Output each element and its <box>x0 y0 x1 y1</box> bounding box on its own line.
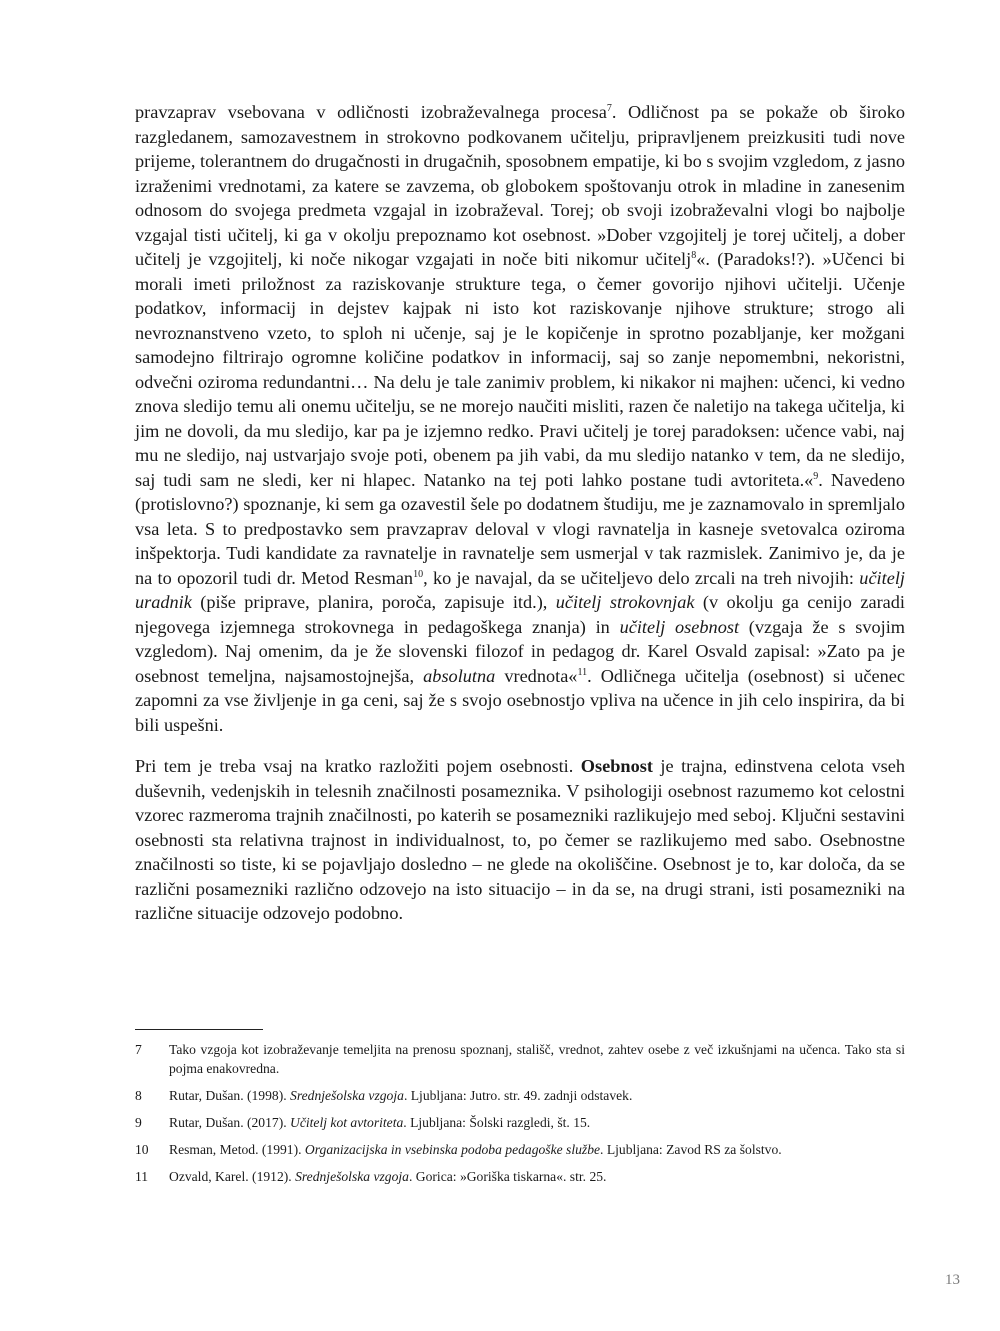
footnote-ref-11[interactable]: 11 <box>577 666 588 678</box>
text-run: Pri tem je treba vsaj na kratko razložiti pojem osebnosti. <box>135 756 581 776</box>
paragraph-2 <box>135 754 905 926</box>
italic-term: učitelj osebnost <box>619 616 740 637</box>
footnote-number: 11 <box>135 1169 149 1184</box>
text-run: (v okolju ga cenijo zaradi njegovega izjemnega strokovnega in pedagoškega znanja) in <box>135 592 906 637</box>
text-run: je trajna, edinstvena celota vseh duševnih, vedenjskih in telesnih značilnosti posameznika. V psihologiji osebnost razumemo kot celostni vzorec razmeroma trajnih značilnosti, po katerih se posamezniki razlikujejo med seboj. Ključni sestavini osebnosti sta relativna trajnost in individualnost, to, po čemer se razlikujemo med sabo. Osebnostne značilnosti so tiste, ki se pojavljajo dosledno – ne glede na okoliščine. Osebnost je to, kar določa, da se različni posamezniki različno odzovejo na isto situacijo – in da se, na drugi strani, isti posamezniki na različne situacije odzovejo podobno. <box>135 756 905 923</box>
footnote-number: 8 <box>135 1088 142 1103</box>
footnote <box>135 1040 905 1078</box>
footnote-text: Rutar, Dušan. (1998). <box>169 1088 291 1103</box>
footnote-title: Srednješolska vzgoja <box>295 1169 409 1184</box>
footnote-text: Tako vzgoja kot izobraževanje temeljita na prenosu spoznanj, stališč, vrednot, zahtev osebe z več izkušnjami na učenca. Tako sta si pojma enakovredna. <box>169 1042 905 1076</box>
text-run: (piše priprave, planira, poroča, zapisuje itd.), <box>191 592 556 612</box>
footnote <box>135 1140 905 1159</box>
footnote-title: Organizacijska in vsebinska podoba pedagoške službe <box>304 1142 601 1157</box>
footnote-ref-8[interactable]: 8 <box>691 249 697 261</box>
main-text <box>135 100 905 926</box>
italic-term: učitelj uradnik <box>135 567 905 612</box>
text-run: «. (Paradoks!?). »Učenci bi morali imeti priložnost za raziskovanje strukture tega, o čemer govorijo njihovi učitelji. Učenje podatkov, informacij in dejstev kajpak ni isto kot raziskovanje njihove strukture; strogo ali nevroznanstveno vzeto, to sploh ni učenje, saj je le kopičenje in sprotno pozabljanje, ker možgani samodejno filtrirajo ogromne količine podatkov in informacij, saj so zanje nepomembni, nekoristni, odvečni oziroma redundantni… Na delu je tale zanimiv problem, ki nikakor ni majhen: učenci, ki vedno znova sledijo temu ali onemu učitelju, se ne morejo naučiti misliti, razen če naletijo na takega učitelja, ki jim ne dovoli, da mu sledijo, kar pa je izjemno redko. Pravi učitelj je torej paradoksen: učence vabi, naj mu ne sledijo, naj ustvarjajo svoje poti, obenem pa jih vabi, da mu sledijo natanko v tem, da ne sledijo, saj tudi sam ne sledi, ker ni hlapec. Natanko na tej poti lahko postane tudi avtoriteta.« <box>135 249 905 490</box>
footnote-title: Učitelj kot avtoriteta <box>290 1115 404 1130</box>
text-run: , ko je navajal, da se učiteljevo delo zrcali na treh nivojih: <box>423 567 860 588</box>
footnote-separator <box>135 1029 263 1030</box>
italic-term: absolutna <box>423 665 496 686</box>
footnote-text: . Gorica: »Goriška tiskarna«. str. 25. <box>408 1169 607 1184</box>
text-run: . Odličnost pa se pokaže ob široko razgledanem, samozavestnem in strokovno podkovanem učitelju, pripravljenem preizkusiti tudi nove prijeme, tolerantnem do drugačnosti in drugačnih, sposobnem empatije, ki bo s svojim vzgledom, z jasno izraženimi vrednotami, za katere se zavzema, ob globokem spoštovanju otrok in mladine in zanesenim odnosom do svojega predmeta vzgajal in izobraževal. Torej; ob svoji izobraževalni vlogi bo najbolje vzgajal tisti učitelj, ki ga v okolju prepoznamo kot osebnost. »Dober vzgojitelj je torej učitelj, a dober učitelj je vzgojitelj, ki noče nikogar vzgajati in noče biti nikomur učitelj <box>135 102 905 269</box>
text-run: (vzgaja že s svojim vzgledom). Naj omenim, da je že slovenski filozof in pedagog dr. Karel Osvald zapisal: »Zato pa je osebnost temeljna, najsamostojnejša, <box>135 616 905 686</box>
footnote-number: 10 <box>135 1142 149 1157</box>
footnote-ref-10[interactable]: 10 <box>413 568 424 580</box>
text-run: . Odličnega učitelja (osebnost) si učenec zapomni za vse življenje in ga ceni, saj že s svojo osebnostjo vpliva na učence in jih celo inspirira, da bi bili uspešni. <box>135 665 905 735</box>
italic-term: učitelj strokovnjak <box>555 592 695 612</box>
footnote <box>135 1113 905 1132</box>
footnote <box>135 1167 905 1186</box>
footnote <box>135 1086 905 1105</box>
footnote-ref-7[interactable]: 7 <box>606 102 612 114</box>
text-run: . Navedeno (protislovno?) spoznanje, ki sem ga ozavestil šele po dodatnem študiju, me je zaznamovalo in spremljalo vsa leta. S to predpostavko sem pravzaprav deloval v vlogi ravnatelja in kasneje svetovalca oziroma inšpektorja. Tudi kandidate za ravnatelje in ravnatelje sem usmerjal v tak razmislek. Zanimivo je, da je na to opozoril tudi dr. Metod Resman <box>135 469 905 588</box>
footnote-ref-9[interactable]: 9 <box>813 470 819 482</box>
footnote-number: 7 <box>135 1042 142 1057</box>
footnote-number: 9 <box>135 1115 142 1130</box>
text-run: vrednota« <box>495 665 578 686</box>
paragraph-1 <box>135 100 905 737</box>
footnote-text: Rutar, Dušan. (2017). <box>169 1115 291 1130</box>
footnotes <box>135 1040 905 1194</box>
footnote-title: Srednješolska vzgoja <box>290 1088 404 1103</box>
footnote-text: . Ljubljana: Jutro. str. 49. zadnji odstavek. <box>403 1088 633 1103</box>
footnote-text: Resman, Metod. (1991). <box>169 1142 305 1157</box>
bold-term: Osebnost <box>580 756 653 776</box>
footnote-text: Ozvald, Karel. (1912). <box>169 1169 296 1184</box>
page-number: 13 <box>945 1272 960 1288</box>
footnote-text: . Ljubljana: Zavod RS za šolstvo. <box>600 1142 782 1157</box>
text-run: pravzaprav vsebovana v odličnosti izobraževalnega procesa <box>135 102 607 122</box>
footnote-text: . Ljubljana: Šolski razgledi, št. 15. <box>403 1115 591 1130</box>
